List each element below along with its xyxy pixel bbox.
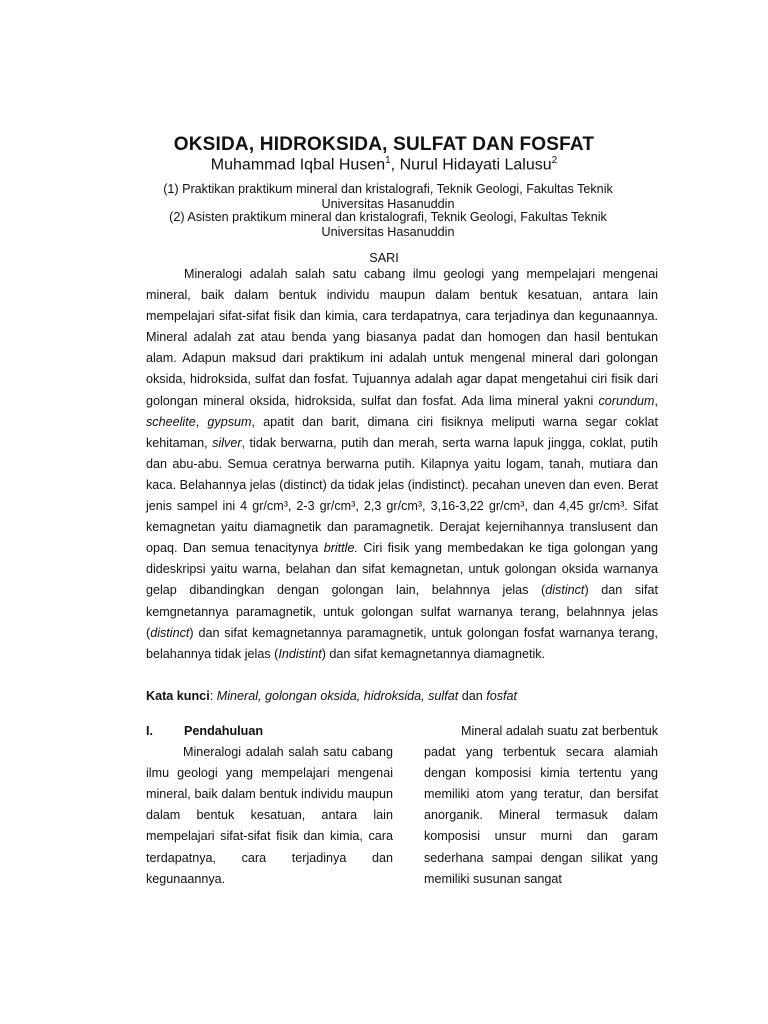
abstract-italic-term: Indistint: [278, 646, 322, 661]
keywords-line: [146, 689, 658, 703]
abstract-italic-term: distinct: [150, 625, 190, 640]
author-separator: ,: [390, 156, 400, 174]
abstract-italic-term: corundum: [598, 393, 655, 408]
author-line: [0, 155, 768, 174]
abstract-paragraph: [146, 264, 658, 665]
keywords-colon: :: [209, 689, 217, 703]
keywords-list: Mineral, golongan oksida, hidroksida, sulfat: [216, 689, 459, 703]
section-number: I.: [146, 724, 153, 738]
author-2: Nurul Hidayati Lalusu: [399, 156, 552, 174]
left-column: [146, 721, 393, 890]
abstract-text: , apatit dan barit, dimana ciri fisiknya meliputi warna segar coklat kehitaman,: [146, 414, 658, 450]
keywords-label: Kata kunci: [146, 689, 210, 703]
section-heading: [146, 721, 393, 742]
abstract-text: ) dan sifat kemagnetannya paramagnetik, untuk golongan fosfat warnanya terang, belahannya tidak jelas (: [146, 625, 658, 661]
abstract-text: ,: [654, 393, 658, 408]
abstract-text: Ciri fisik yang membedakan ke tiga golongan yang dideskripsi yaitu warna, belahan dan sifat kemagnetan, untuk golongan oksida warnanya gelap dibandingkan dengan golongan lain, belahnnya jelas (: [146, 541, 659, 598]
section-title: Pendahuluan: [184, 724, 264, 738]
abstract-italic-term: distinct: [545, 583, 585, 598]
keywords-last: fosfat: [486, 689, 518, 703]
abstract-italic-term: gypsum: [207, 414, 252, 429]
abstract-italic-term: brittle.: [323, 541, 358, 556]
abstract-text: , tidak berwarna, putih dan merah, serta warna lapuk jingga, coklat, putih dan abu-abu. Semua ceratnya berwarna putih. Kilapnya yaitu logam, tanah, mutiara dan kaca. Belahannya jelas (distinct) da tidak jelas (indistinct). pecahan uneven dan even. Berat jenis sampel ini 4 gr/cm³, 2-3 gr/cm³, 2,3 gr/cm³, 3,16-3,22 gr/cm³, dan 4,45 gr/cm³. Sifat kemagnetan yaitu diamagnetik dan paramagnetik. Derajat kejernihannya translusent dan opaq. Dan semua tenacitynya: [146, 435, 658, 556]
mineral-definition-paragraph: Mineral adalah suatu zat berbentuk padat yang terbentuk secara alamiah dengan komposisi kimia tertentu yang memiliki atom yang teratur, dan bersifat anorganik. Mineral termasuk dalam komposisi unsur murni dan garam sederhana sampai dengan silikat yang memiliki susunan sangat: [424, 724, 658, 886]
abstract-italic-term: scheelite: [146, 414, 196, 429]
author-2-affil-mark: 2: [551, 155, 558, 166]
right-column: [424, 721, 658, 890]
abstract-text: ,: [195, 414, 208, 429]
author-1-affil-mark: 1: [385, 155, 391, 166]
paper-title: OKSIDA, HIDROKSIDA, SULFAT DAN FOSFAT: [173, 134, 595, 155]
author-1: Muhammad Iqbal Husen: [210, 156, 386, 174]
keywords-conjunction: dan: [458, 689, 487, 703]
abstract-italic-term: silver: [212, 435, 242, 450]
affiliation-1: (1) Praktikan praktikum mineral dan kristalografi, Teknik Geologi, Fakultas Teknik Universitas Hasanuddin: [163, 182, 613, 211]
intro-paragraph: Mineralogi adalah salah satu cabang ilmu geologi yang mempelajari mengenai mineral, baik dalam bentuk individu maupun dalam bentuk kesatuan, antara lain mempelajari sifat-sifat fisik dan kimia, cara terdapatnya, cara terjadinya dan kegunaannya.: [146, 745, 393, 886]
affiliation-2: (2) Asisten praktikum mineral dan kristalografi, Teknik Geologi, Fakultas Teknik Universitas Hasanuddin: [169, 210, 607, 239]
abstract-text: Mineralogi adalah salah satu cabang ilmu geologi yang mempelajari mengenai mineral, baik dalam bentuk individu maupun dalam bentuk kesatuan, antara lain mempelajari sifat-sifat fisik dan kimia, cara terdapatnya, cara terjadinya dan kegunaannya. Mineral adalah zat atau benda yang biasanya padat dan homogen dan hasil bentukan alam. Adapun maksud dari praktikum ini adalah untuk mengenal mineral dari golongan oksida, hidroksida, sulfat dan fosfat. Tujuannya adalah agar dapat mengetahui ciri fisik dari golongan mineral oksida, hidroksida, sulfat dan fosfat. Ada lima mineral yakni: [146, 267, 658, 408]
abstract-text: ) dan sifat kemgnetannya paramagnetik, untuk golongan sulfat warnanya terang, belahnnya jelas (: [146, 583, 658, 640]
abstract-heading: SARI: [369, 251, 399, 265]
abstract-text: ) dan sifat kemagnetannya diamagnetik.: [321, 646, 546, 661]
